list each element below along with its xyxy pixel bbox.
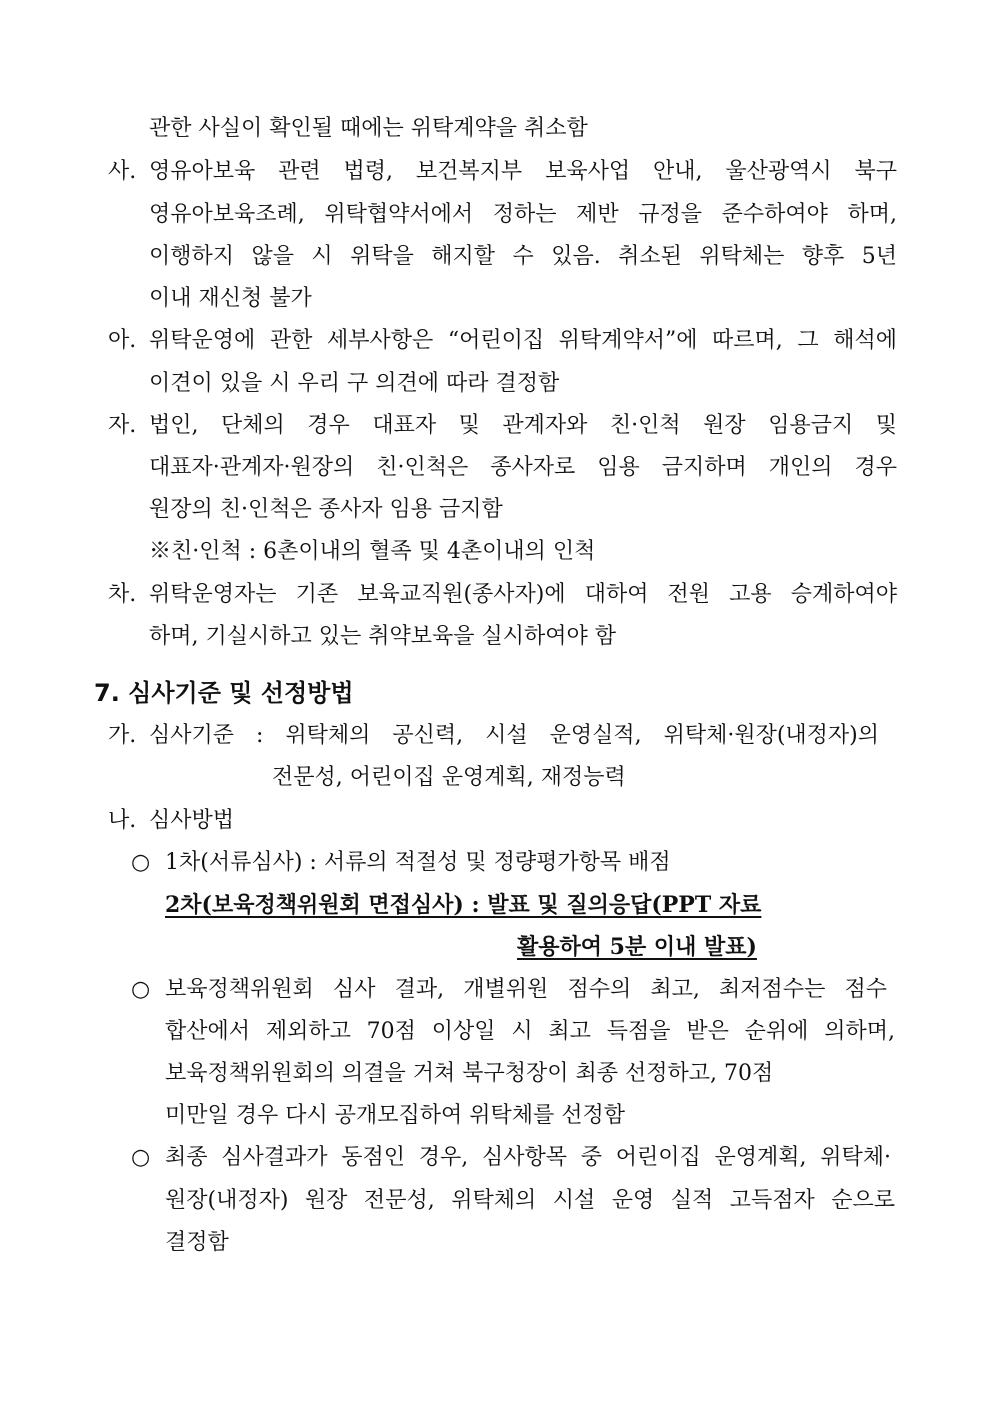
item-ja-line: 법인, 단체의 경우 대표자 및 관계자와 친·인척 원장 임용금지 및 [149,413,897,438]
bullet-marker: ○ [131,977,151,1002]
item-ja-line: 원장의 친·인척은 종사자 임용 금지함 [149,497,503,522]
item-a-line: 이견이 있을 시 우리 구 의견에 따라 결정함 [149,371,560,396]
bullet-marker: ○ [131,850,151,875]
item-ja-line: 대표자·관계자·원장의 친·인척은 종사자로 임용 금지하며 개인의 경우 [149,455,897,480]
bullet1-line: 1차(서류심사) : 서류의 적절성 및 정량평가항목 배점 [165,850,671,875]
item-ga-line: 심사기준 : 위탁체의 공신력, 시설 운영실적, 위탁체·원장(내정자)의 [149,723,879,748]
item-ga-line: 전문성, 어린이집 운영계획, 재정능력 [272,765,626,790]
item-sa-line: 이행하지 않을 시 위탁을 해지할 수 있음. 취소된 위탁체는 향후 5년 [149,244,897,269]
bullet1-emphasis-line: 2차(보육정책위원회 면접심사) : 발표 및 질의응답(PPT 자료 [165,892,762,918]
item-marker-na: 나. [108,808,137,833]
section-heading: 7. 심사기준 및 선정방법 [94,679,354,707]
item-marker-ga: 가. [108,723,137,748]
bullet3-line: 원장(내정자) 원장 전문성, 위탁체의 시설 운영 실적 고득점자 순으로 [165,1188,895,1213]
paragraph-line: 관한 사실이 확인될 때에는 위탁계약을 취소함 [149,116,588,141]
bullet2-line: 보육정책위원회 심사 결과, 개별위원 점수의 최고, 최저점수는 점수 [165,977,887,1002]
item-cha-line: 하며, 기실시하고 있는 취약보육을 실시하여야 함 [149,624,617,649]
bullet3-line: 결정함 [165,1230,229,1255]
bullet3-line: 최종 심사결과가 동점인 경우, 심사항목 중 어린이집 운영계획, 위탁체· [165,1145,891,1170]
item-a-line: 위탁운영에 관한 세부사항은 “어린이집 위탁계약서”에 따르며, 그 해석에 [149,328,897,353]
bullet2-line: 미만일 경우 다시 공개모집하여 위탁체를 선정함 [165,1103,626,1128]
item-sa-line: 이내 재신청 불가 [149,286,312,311]
bullet-marker: ○ [131,1145,151,1170]
item-marker-ja: 자. [108,413,137,438]
bullet2-line: 보육정책위원회의 의결을 거쳐 북구청장이 최종 선정하고, 70점 [165,1061,774,1086]
item-ja-note: ※친·인척 : 6촌이내의 혈족 및 4촌이내의 인척 [149,539,596,564]
item-marker-cha: 차. [108,582,137,607]
item-sa-line: 영유아보육조례, 위탁협약서에서 정하는 제반 규정을 준수하여야 하며, [149,202,897,227]
item-marker-sa: 사. [108,159,137,184]
item-marker-a: 아. [108,328,137,353]
item-cha-line: 위탁운영자는 기존 보육교직원(종사자)에 대하여 전원 고용 승계하여야 [149,582,897,607]
item-sa-line: 영유아보육 관련 법령, 보건복지부 보육사업 안내, 울산광역시 북구 [149,159,897,184]
bullet1-emphasis-line: 활용하여 5분 이내 발표) [517,934,757,960]
bullet2-line: 합산에서 제외하고 70점 이상일 시 최고 득점을 받은 순위에 의하며, [165,1019,895,1044]
item-na-label: 심사방법 [149,808,235,833]
